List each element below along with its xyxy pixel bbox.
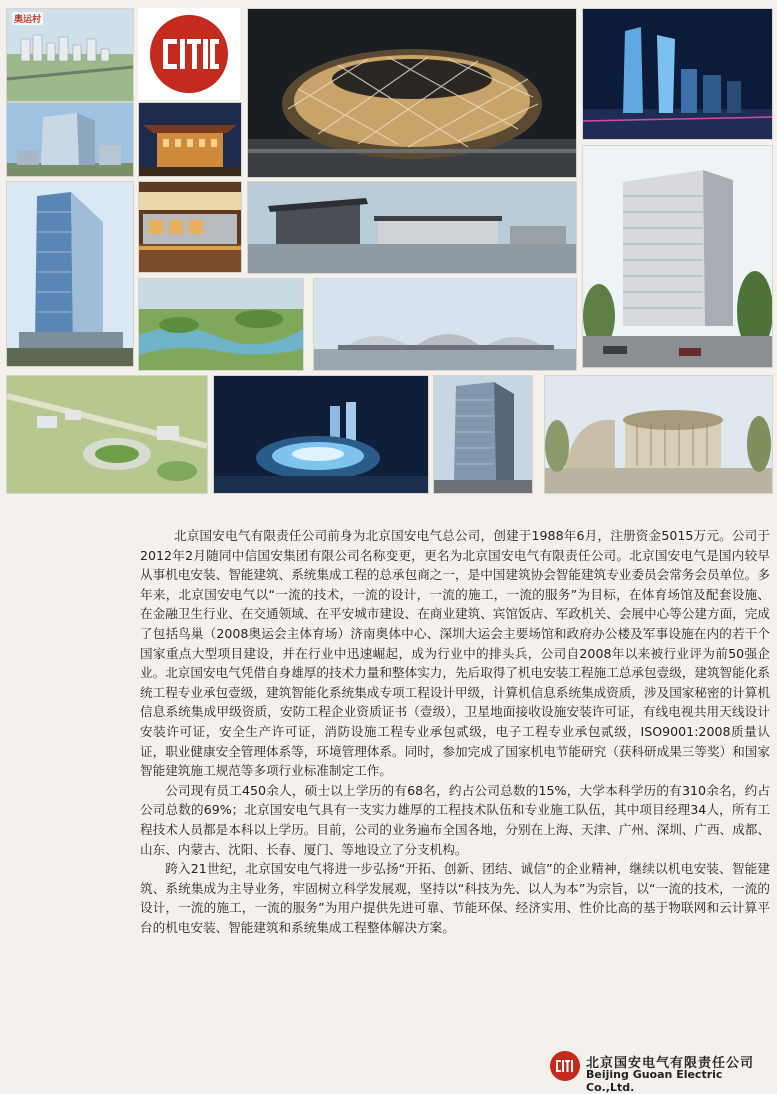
article-paragraph: 公司现有员工450余人，硕士以上学历的有68名，约占公司总数的15%，大学本科学历的有310余名，约占公司总数的69%；北京国安电气具有一支实力雄厚的工程技术队伍和专业施工队伍，其中项目经理34人，所有工程技术人员都是本科以上学历。目前，公司的业务遍布全国各地，分别在上海、天津、广州、深圳、广西、成都、山东、内蒙古、沈阳、长春、厦门、等地设立了分支机构。 bbox=[140, 782, 770, 857]
photo-subway-platform bbox=[138, 181, 242, 273]
photo-campus-aerial bbox=[6, 375, 208, 494]
photo-stadium-domes bbox=[313, 278, 577, 371]
photo-traditional-building bbox=[138, 102, 242, 177]
footer-company-name-en: Beijing Guoan Electric Co.,Ltd. bbox=[586, 1068, 723, 1094]
photo-night-stadium bbox=[213, 375, 429, 494]
photo-olympic-village bbox=[6, 8, 134, 102]
photo-transport-hub bbox=[247, 181, 577, 274]
footer-company-name-cn: 北京国安电气有限责任公司 bbox=[586, 1056, 755, 1071]
photo-tower-with-trees bbox=[582, 145, 773, 368]
company-profile-article bbox=[140, 526, 770, 937]
footer-company-logo bbox=[548, 1046, 774, 1094]
photo-glass-skyscraper bbox=[6, 181, 134, 367]
photo-caption: 奥运村 bbox=[12, 12, 43, 25]
citic-small-logo bbox=[548, 1049, 582, 1083]
photo-tall-office bbox=[433, 375, 533, 494]
photo-round-building bbox=[544, 375, 773, 494]
photo-night-towers bbox=[582, 8, 773, 140]
photo-office-complex bbox=[6, 102, 134, 177]
article-paragraph: 跨入21世纪，北京国安电气将进一步弘扬“开拓、创新、团结、诚信”的企业精神，继续以机电安装、智能建筑、系统集成为主导业务，牢固树立科学发展观，坚持以“科技为先、以人为本”为宗旨，以“一流的技术，一流的设计，一流的施工，一流的服务”为用户提供先进可靠、节能环保、经济实用、性价比高的基于物联网和云计算平台的机电安装、智能建筑和系统集成工程整体解决方案。 bbox=[140, 861, 770, 935]
article-paragraph: 北京国安电气有限责任公司前身为北京国安电气总公司，创建于1988年6月，注册资金5015万元。公司于2012年2月随同中信国安集团有限公司名称变更，更名为北京国安电气有限责任公司。北京国安电气是国内较早从事机电安装、智能建筑、系统集成工程的总承包商之一，是中国建筑协会智能建筑专业委员会常务会员单位。多年来，北京国安电气以“一流的技术，一流的设计，一流的施工，一流的服务”为目标，在体育场馆及配套设施、在金融卫生行业、在交通领域、在平安城市建设、在商业建筑、宾馆饭店、军政机关、会展中心等公建方面，完成了包括鸟巢（2008奥运会主体育场）济南奥体中心、深圳大运会主要场馆和政府办公楼及军事设施在内的若干个国家重点大型项目建设，并在行业中迅速崛起，成为行业中的排头兵，公司自2008年以来被行业评为前50强企业。北京国安电气凭借自身雄厚的技术力量和整体实力，先后取得了机电安装工程施工总承包壹级，建筑智能化系统工程专业承包壹级，建筑智能化系统集成专项工程设计甲级，计算机信息系统集成资质，涉及国家秘密的计算机信息系统集成甲级资质，安防工程企业资质证书（壹级），卫星地面接收设施安装许可证，有线电视共用天线设计安装许可证，安全生产许可证，消防设施工程专业承包贰级，电子工程专业承包贰级，ISO9001:2008质量认证，职业健康安全管理体系等，环境管理体系。同时，参加完成了国家机电节能研究（获科研成果三等奖）和国家智能建筑施工规范等多项行业标准制定工作。 bbox=[140, 528, 770, 779]
citic-logo bbox=[138, 8, 240, 100]
photo-birds-nest-stadium bbox=[247, 8, 577, 178]
photo-park-aerial bbox=[138, 278, 304, 371]
